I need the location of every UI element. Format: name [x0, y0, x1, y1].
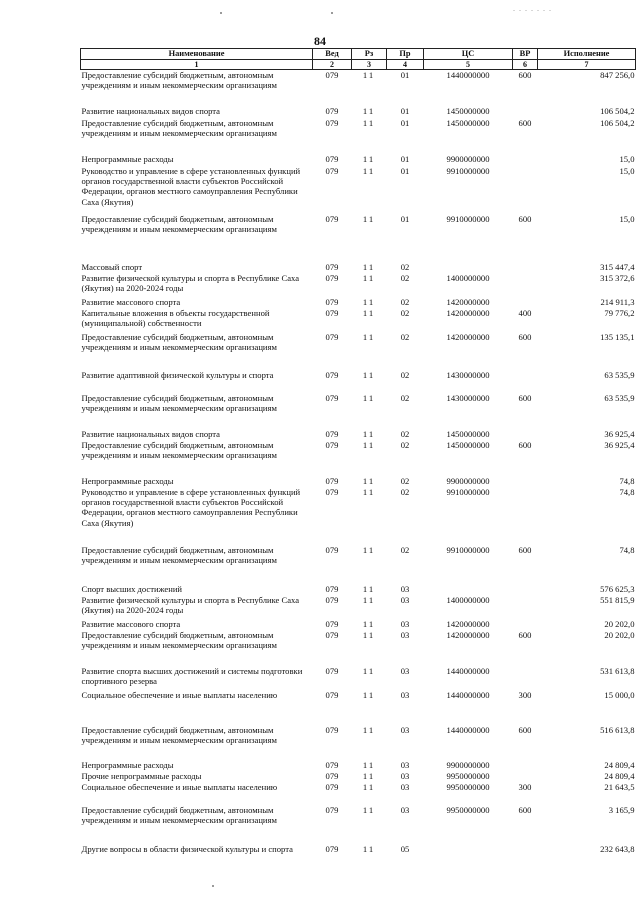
cell-cs: 1420000000	[446, 618, 490, 629]
cell-name: Предоставление субсидий бюджетным, автономным учреждениям и иным некоммерческим организациям	[81, 392, 277, 413]
cell-pr: 03	[400, 770, 410, 781]
table-row	[81, 118, 636, 154]
cell-pr: 02	[400, 428, 410, 439]
cell-amount: 15,0	[619, 153, 635, 164]
table-row	[81, 440, 636, 476]
cell-name: Предоставление субсидий бюджетным, автономным учреждениям и иным некоммерческим организациям	[81, 439, 277, 460]
cell-amount: 36 925,4	[604, 439, 635, 450]
cell-cs: 9910000000	[446, 213, 490, 224]
cell-rz: 11	[362, 272, 376, 283]
cell-name: Предоставление субсидий бюджетным, автономным учреждениям и иным некоммерческим организациям	[81, 70, 277, 91]
cell-name: Развитие физической культуры и спорта в Республике Саха (Якутия) на 2020-2024 годы	[81, 272, 300, 293]
table-row	[81, 106, 636, 118]
cell-name: Развитие массового спорта	[81, 296, 181, 307]
cell-vr: 600	[518, 804, 532, 815]
cell-pr: 02	[400, 272, 410, 283]
cell-amount: 63 535,9	[604, 392, 635, 403]
column-header: Исполнение	[538, 49, 636, 60]
table-row	[81, 393, 636, 429]
cell-vr	[513, 595, 538, 619]
cell-rz: 11	[362, 770, 376, 781]
scan-speck	[331, 12, 333, 14]
table-row	[81, 690, 636, 725]
cell-vr	[513, 154, 538, 166]
cell-name: Предоставление субсидий бюджетным, автономным учреждениям и иным некоммерческим организациям	[81, 629, 277, 650]
cell-pr: 01	[400, 70, 410, 80]
cell-pr: 02	[400, 331, 410, 342]
cell-amount: 15,0	[619, 213, 635, 224]
cell-amount: 21 643,5	[604, 781, 635, 792]
cell-rz: 11	[362, 475, 376, 486]
cell-name: Социальное обеспечение и иные выплаты населению	[81, 689, 278, 700]
cell-amount: 3 165,9	[608, 804, 635, 815]
column-header: Пр	[387, 49, 424, 60]
cell-pr: 03	[400, 804, 410, 815]
cell-cs: 1420000000	[446, 331, 490, 342]
cell-pr: 02	[400, 439, 410, 450]
cell-pr: 03	[400, 629, 410, 640]
cell-name: Развитие национальных видов спорта	[81, 105, 220, 116]
cell-rz: 11	[362, 439, 376, 450]
cell-amount: 74,8	[619, 544, 635, 555]
cell-cs: 9910000000	[446, 544, 490, 555]
cell-amount: 847 256,0	[600, 70, 635, 80]
page-number: 84	[314, 34, 326, 48]
cell-cs: 1450000000	[446, 117, 490, 128]
cell-name: Массовый спорт	[81, 261, 143, 272]
cell-cs	[424, 262, 513, 273]
cell-rz: 11	[362, 331, 376, 342]
cell-amount: 74,8	[619, 486, 635, 497]
cell-vr: 400	[518, 307, 532, 318]
cell-rz: 11	[362, 665, 376, 676]
cell-amount: 79 776,2	[604, 307, 635, 318]
cell-vr: 600	[518, 70, 532, 80]
cell-name: Предоставление субсидий бюджетным, автономным учреждениям и иным некоммерческим организациям	[81, 117, 277, 138]
cell-cs: 9950000000	[446, 770, 490, 781]
cell-ved: 079	[325, 272, 339, 283]
cell-amount: 214 911,3	[600, 296, 635, 307]
table-row	[81, 154, 636, 166]
table-row	[81, 370, 636, 393]
cell-cs: 1420000000	[446, 296, 490, 307]
cell-cs: 1440000000	[446, 689, 490, 700]
cell-name: Спорт высших достижений	[81, 583, 183, 594]
cell-vr	[513, 619, 538, 630]
cell-rz: 11	[362, 369, 376, 380]
column-header: ВР	[513, 49, 538, 60]
cell-amount: 232 643,8	[600, 843, 635, 854]
cell-amount: 315 372,6	[600, 272, 635, 283]
table-row	[81, 595, 636, 619]
cell-cs: 1450000000	[446, 439, 490, 450]
cell-amount: 36 925,4	[604, 428, 635, 439]
cell-cs: 9900000000	[446, 475, 490, 486]
cell-vr: 600	[518, 629, 532, 640]
cell-cs: 1430000000	[446, 369, 490, 380]
cell-pr: 03	[400, 594, 410, 605]
cell-cs: 1440000000	[446, 665, 490, 676]
cell-pr: 01	[400, 165, 410, 176]
cell-pr: 02	[400, 392, 410, 403]
cell-ved: 079	[325, 369, 339, 380]
cell-ved: 079	[325, 770, 339, 781]
cell-ved: 079	[325, 618, 339, 629]
cell-vr	[513, 106, 538, 118]
cell-ved: 079	[325, 594, 339, 605]
cell-pr: 02	[400, 475, 410, 486]
table-row	[81, 584, 636, 595]
cell-ved: 079	[325, 629, 339, 640]
cell-cs: 1420000000	[446, 307, 490, 318]
cell-vr	[513, 584, 538, 595]
cell-vr: 600	[518, 331, 532, 342]
column-number-row	[81, 60, 636, 70]
cell-rz: 11	[362, 486, 376, 497]
column-number: 5	[424, 60, 513, 70]
cell-name: Развитие массового спорта	[81, 618, 181, 629]
cell-vr	[513, 487, 538, 545]
scan-speck	[220, 12, 222, 14]
cell-ved: 079	[325, 804, 339, 815]
cell-ved: 079	[325, 70, 339, 80]
cell-pr: 02	[400, 486, 410, 497]
column-header: ЦС	[424, 49, 513, 60]
cell-ved: 079	[325, 475, 339, 486]
header-row	[81, 49, 636, 60]
cell-ved: 079	[325, 153, 339, 164]
cell-amount: 106 504,2	[600, 105, 635, 116]
table-row	[81, 725, 636, 760]
cell-ved: 079	[325, 117, 339, 128]
column-header: Наименование	[81, 49, 313, 60]
cell-amount: 315 447,4	[600, 261, 635, 272]
cell-cs: 9950000000	[446, 781, 490, 792]
table-row	[81, 476, 636, 487]
cell-cs: 1400000000	[446, 594, 490, 605]
cell-rz: 11	[362, 544, 376, 555]
cell-name: Развитие адаптивной физической культуры и спорта	[81, 369, 274, 380]
cell-ved: 079	[325, 296, 339, 307]
cell-name: Предоставление субсидий бюджетным, автономным учреждениям и иным некоммерческим организациям	[81, 724, 277, 745]
table-row	[81, 630, 636, 666]
cell-amount: 20 202,0	[604, 618, 635, 629]
column-number: 7	[538, 60, 636, 70]
cell-rz: 11	[362, 117, 376, 128]
cell-amount: 135 135,1	[600, 331, 635, 342]
cell-amount: 551 815,9	[600, 594, 635, 605]
cell-rz: 11	[362, 629, 376, 640]
cell-pr: 01	[400, 153, 410, 164]
cell-pr: 05	[400, 843, 410, 854]
cell-name: Непрограммные расходы	[81, 759, 174, 770]
cell-vr	[513, 429, 538, 440]
cell-ved: 079	[325, 486, 339, 497]
cell-pr: 03	[400, 724, 410, 735]
cell-ved: 079	[325, 781, 339, 792]
cell-pr: 02	[400, 307, 410, 318]
cell-cs: 9900000000	[446, 153, 490, 164]
cell-ved: 079	[325, 165, 339, 176]
table-row	[81, 619, 636, 630]
budget-table	[80, 48, 636, 854]
cell-rz: 11	[362, 618, 376, 629]
table-row	[81, 782, 636, 805]
cell-pr: 03	[400, 781, 410, 792]
cell-vr: 600	[518, 213, 532, 224]
cell-vr: 300	[518, 781, 532, 792]
cell-ved: 079	[325, 105, 339, 116]
cell-vr	[513, 166, 538, 214]
column-header: Вед	[313, 49, 352, 60]
cell-rz: 11	[362, 165, 376, 176]
cell-name: Капитальные вложения в объекты государственной (муниципальной) собственности	[81, 307, 270, 328]
table-row	[81, 262, 636, 273]
cell-pr: 01	[400, 213, 410, 224]
cell-cs: 9910000000	[446, 165, 490, 176]
cell-amount: 576 625,3	[600, 583, 635, 594]
cell-rz: 11	[362, 307, 376, 318]
cell-amount: 516 613,8	[600, 724, 635, 735]
cell-name: Руководство и управление в сфере установленных функций органов государственной власти субъектов Российской Федерации, органов местного самоуправления Республики Саха (Якутия)	[81, 165, 301, 207]
cell-pr: 03	[400, 665, 410, 676]
table-row	[81, 308, 636, 332]
cell-vr: 600	[518, 117, 532, 128]
cell-pr: 02	[400, 369, 410, 380]
cell-name: Другие вопросы в области физической культуры и спорта	[81, 843, 293, 854]
cell-rz: 11	[362, 843, 376, 854]
cell-vr: 600	[518, 392, 532, 403]
cell-name: Предоставление субсидий бюджетным, автономным учреждениям и иным некоммерческим организациям	[81, 544, 277, 565]
cell-ved: 079	[325, 724, 339, 735]
cell-vr	[513, 273, 538, 297]
cell-cs: 1450000000	[446, 428, 490, 439]
table-row	[81, 487, 636, 545]
column-number: 4	[387, 60, 424, 70]
cell-name: Развитие физической культуры и спорта в Республике Саха (Якутия) на 2020-2024 годы	[81, 594, 300, 615]
cell-name: Предоставление субсидий бюджетным, автономным учреждениям и иным некоммерческим организациям	[81, 331, 277, 352]
cell-cs: 1440000000	[446, 724, 490, 735]
cell-name: Предоставление субсидий бюджетным, автономным учреждениям и иным некоммерческим организациям	[81, 804, 277, 825]
cell-rz: 11	[362, 724, 376, 735]
table-row	[81, 844, 636, 854]
table-row	[81, 760, 636, 771]
cell-rz: 11	[362, 105, 376, 116]
table-row	[81, 273, 636, 297]
cell-cs: 1420000000	[446, 629, 490, 640]
cell-name: Развитие национальных видов спорта	[81, 428, 220, 439]
cell-vr: 600	[518, 439, 532, 450]
cell-pr: 01	[400, 105, 410, 116]
cell-name: Развитие спорта высших достижений и системы подготовки спортивного резерва	[81, 665, 303, 686]
cell-vr	[513, 760, 538, 771]
cell-ved: 079	[325, 689, 339, 700]
cell-amount: 15,0	[619, 165, 635, 176]
cell-cs	[424, 844, 513, 854]
cell-vr	[513, 844, 538, 854]
cell-cs: 1440000000	[446, 70, 490, 80]
table-row	[81, 771, 636, 782]
cell-ved: 079	[325, 213, 339, 224]
cell-cs: 9950000000	[446, 804, 490, 815]
table-row	[81, 166, 636, 214]
cell-rz: 11	[362, 70, 376, 80]
cell-name: Прочие непрограммные расходы	[81, 770, 202, 781]
cell-rz: 11	[362, 759, 376, 770]
cell-cs: 9910000000	[446, 486, 490, 497]
cell-pr: 03	[400, 618, 410, 629]
column-header: Рз	[352, 49, 387, 60]
cell-rz: 11	[362, 594, 376, 605]
cell-name: Непрограммные расходы	[81, 475, 174, 486]
cell-rz: 11	[362, 296, 376, 307]
cell-name: Предоставление субсидий бюджетным, автономным учреждениям и иным некоммерческим организациям	[81, 213, 277, 234]
cell-vr	[513, 297, 538, 308]
cell-name: Непрограммные расходы	[81, 153, 174, 164]
cell-cs: 1450000000	[446, 105, 490, 116]
cell-amount: 63 535,9	[604, 369, 635, 380]
cell-cs: 1400000000	[446, 272, 490, 283]
cell-vr: 600	[518, 724, 532, 735]
column-number: 3	[352, 60, 387, 70]
column-number: 6	[513, 60, 538, 70]
table-row	[81, 297, 636, 308]
cell-rz: 11	[362, 804, 376, 815]
table-row	[81, 332, 636, 370]
cell-amount: 106 504,2	[600, 117, 635, 128]
cell-rz: 11	[362, 153, 376, 164]
column-number: 2	[313, 60, 352, 70]
cell-cs	[424, 584, 513, 595]
cell-vr: 600	[518, 544, 532, 555]
table-row	[81, 70, 636, 106]
cell-vr	[513, 476, 538, 487]
cell-cs: 9900000000	[446, 759, 490, 770]
cell-ved: 079	[325, 307, 339, 318]
cell-ved: 079	[325, 331, 339, 342]
cell-vr	[513, 771, 538, 782]
cell-name: Руководство и управление в сфере установленных функций органов государственной власти субъектов Российской Федерации, органов местного самоуправления Республики Саха (Якутия)	[81, 486, 301, 528]
scan-speck	[212, 885, 214, 887]
cell-amount: 74,8	[619, 475, 635, 486]
cell-rz: 11	[362, 689, 376, 700]
cell-rz: 11	[362, 583, 376, 594]
cell-ved: 079	[325, 665, 339, 676]
cell-ved: 079	[325, 392, 339, 403]
cell-pr: 02	[400, 544, 410, 555]
cell-rz: 11	[362, 213, 376, 224]
cell-ved: 079	[325, 583, 339, 594]
cell-pr: 03	[400, 689, 410, 700]
table-row	[81, 666, 636, 690]
cell-ved: 079	[325, 544, 339, 555]
cell-pr: 03	[400, 583, 410, 594]
table-row	[81, 545, 636, 584]
cell-pr: 02	[400, 261, 410, 272]
cell-vr: 300	[518, 689, 532, 700]
cell-ved: 079	[325, 843, 339, 854]
table-row	[81, 429, 636, 440]
cell-pr: 01	[400, 117, 410, 128]
cell-pr: 03	[400, 759, 410, 770]
cell-vr	[513, 666, 538, 690]
cell-amount: 24 809,4	[604, 770, 635, 781]
cell-vr	[513, 370, 538, 393]
cell-rz: 11	[362, 428, 376, 439]
cell-amount: 531 613,8	[600, 665, 635, 676]
cell-ved: 079	[325, 261, 339, 272]
table-row	[81, 805, 636, 844]
cell-amount: 24 809,4	[604, 759, 635, 770]
cell-ved: 079	[325, 759, 339, 770]
cell-pr: 02	[400, 296, 410, 307]
cell-amount: 20 202,0	[604, 629, 635, 640]
cell-name: Социальное обеспечение и иные выплаты населению	[81, 781, 278, 792]
scan-artifact: . . . . . . .	[513, 4, 552, 13]
cell-cs: 1430000000	[446, 392, 490, 403]
column-number: 1	[81, 60, 313, 70]
table-row	[81, 214, 636, 262]
cell-amount: 15 000,0	[604, 689, 635, 700]
cell-rz: 11	[362, 781, 376, 792]
cell-vr	[513, 262, 538, 273]
cell-ved: 079	[325, 439, 339, 450]
cell-rz: 11	[362, 392, 376, 403]
cell-rz: 11	[362, 261, 376, 272]
cell-ved: 079	[325, 428, 339, 439]
